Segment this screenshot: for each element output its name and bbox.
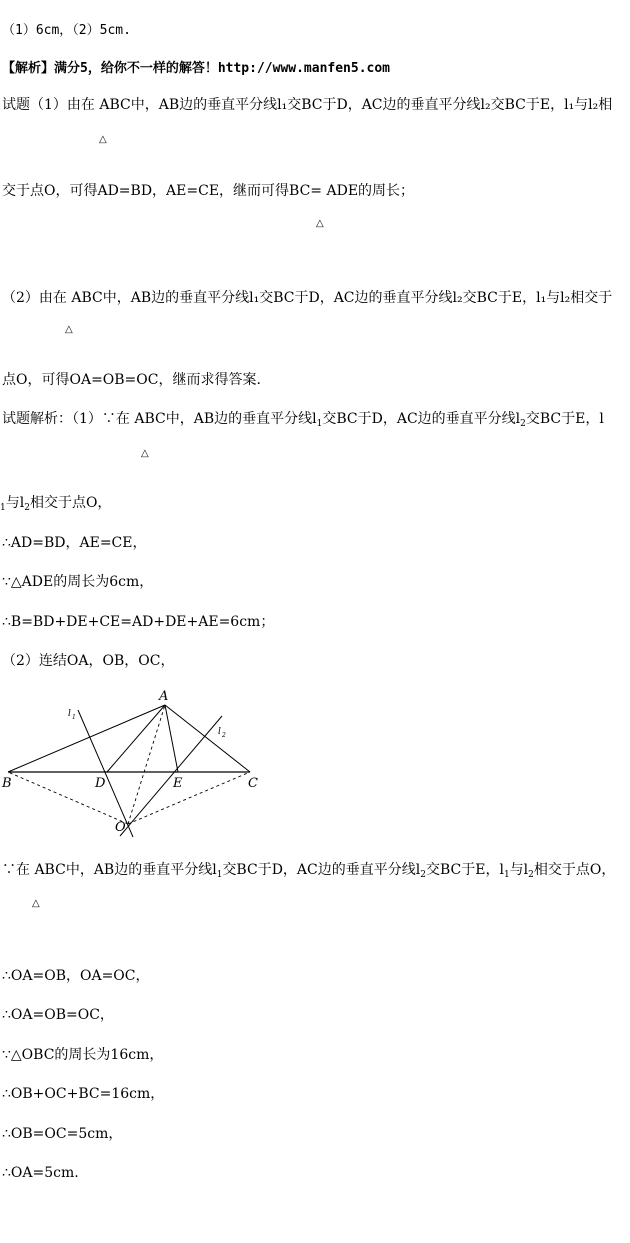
analysis-p1-line2: 交于点O，可得AD=BD，AE=CE，继而可得BC= ADE的周长； [2, 183, 415, 199]
analysis-p2-line1: （2）由在 ABC中，AB边的垂直平分线l₁交BC于D，AC边的垂直平分线l₂交BC于E，l₁与l₂相交于 [2, 290, 613, 306]
solution-step-d: （2）连结OA，OB，OC， [2, 653, 175, 669]
triangle-icon: △ [99, 134, 107, 145]
analysis-header: 【解析】满分5，给你不一样的解答！http://www.manfen5.com [2, 61, 391, 76]
segment-ae [165, 705, 178, 772]
analysis-p1-line1: 试题（1）由在 ABC中，AB边的垂直平分线l₁交BC于D，AC边的垂直平分线l₂交BC于E，l₁与l₂相 [2, 97, 613, 113]
solution2-line1: ∵在 ABC中，AB边的垂直平分线$l_1$交BC于D，AC边的垂直平分线$l_2$交BC于E，$l_1$与$l_2$相交于点O， [2, 862, 616, 880]
geometry-figure [0, 688, 270, 838]
segment-ob [8, 772, 128, 824]
solution2-step-d: ∴OB+OC+BC=16cm， [2, 1086, 165, 1102]
solution2-step-a: ∴OA=OB，OA=OC， [2, 968, 150, 984]
segment-oc [128, 772, 250, 824]
solution2-step-b: ∴OA=OB=OC， [2, 1007, 114, 1023]
label-b: B [2, 776, 12, 791]
solution2-step-f: ∴OA=5cm. [2, 1165, 79, 1181]
analysis-p2-line2: 点O，可得OA=OB=OC，继而求得答案. [2, 372, 261, 388]
triangle-icon: △ [65, 324, 73, 335]
triangle-icon: △ [141, 448, 149, 459]
solution2-step-e: ∴OB=OC=5cm， [2, 1126, 123, 1142]
label-d: D [95, 776, 106, 791]
triangle-icon: △ [316, 218, 324, 229]
answer-line: （1）6cm，（2）5cm. [2, 23, 131, 38]
solution-line2: $_1$与$l_2$相交于点O， [0, 495, 112, 513]
label-l1: l [68, 709, 71, 719]
label-a: A [159, 689, 169, 704]
label-e: E [173, 776, 183, 791]
solution-step-b: ∵△ADE的周长为6cm， [2, 574, 154, 590]
solution-step-a: ∴AD=BD，AE=CE， [2, 535, 147, 551]
label-c: C [248, 776, 258, 791]
label-l2-sub: 2 [222, 732, 226, 739]
segment-ac [165, 705, 250, 772]
triangle-icon: △ [32, 898, 40, 909]
segment-ad [107, 705, 165, 772]
line-l1 [78, 710, 133, 837]
label-l2: l [218, 727, 221, 737]
label-o: O [115, 820, 126, 835]
label-l1-sub: 1 [72, 714, 76, 721]
solution-step-c: ∴B=BD+DE+CE=AD+DE+AE=6cm； [2, 614, 275, 630]
segment-ab [8, 705, 165, 772]
solution2-step-c: ∵△OBC的周长为16cm， [2, 1047, 164, 1063]
solution-line1: 试题解析：（1）∵在 ABC中，AB边的垂直平分线$l_1$交BC于D，AC边的垂直平分线$l_2$交BC于E，l [2, 411, 604, 429]
segment-oa [128, 705, 165, 824]
